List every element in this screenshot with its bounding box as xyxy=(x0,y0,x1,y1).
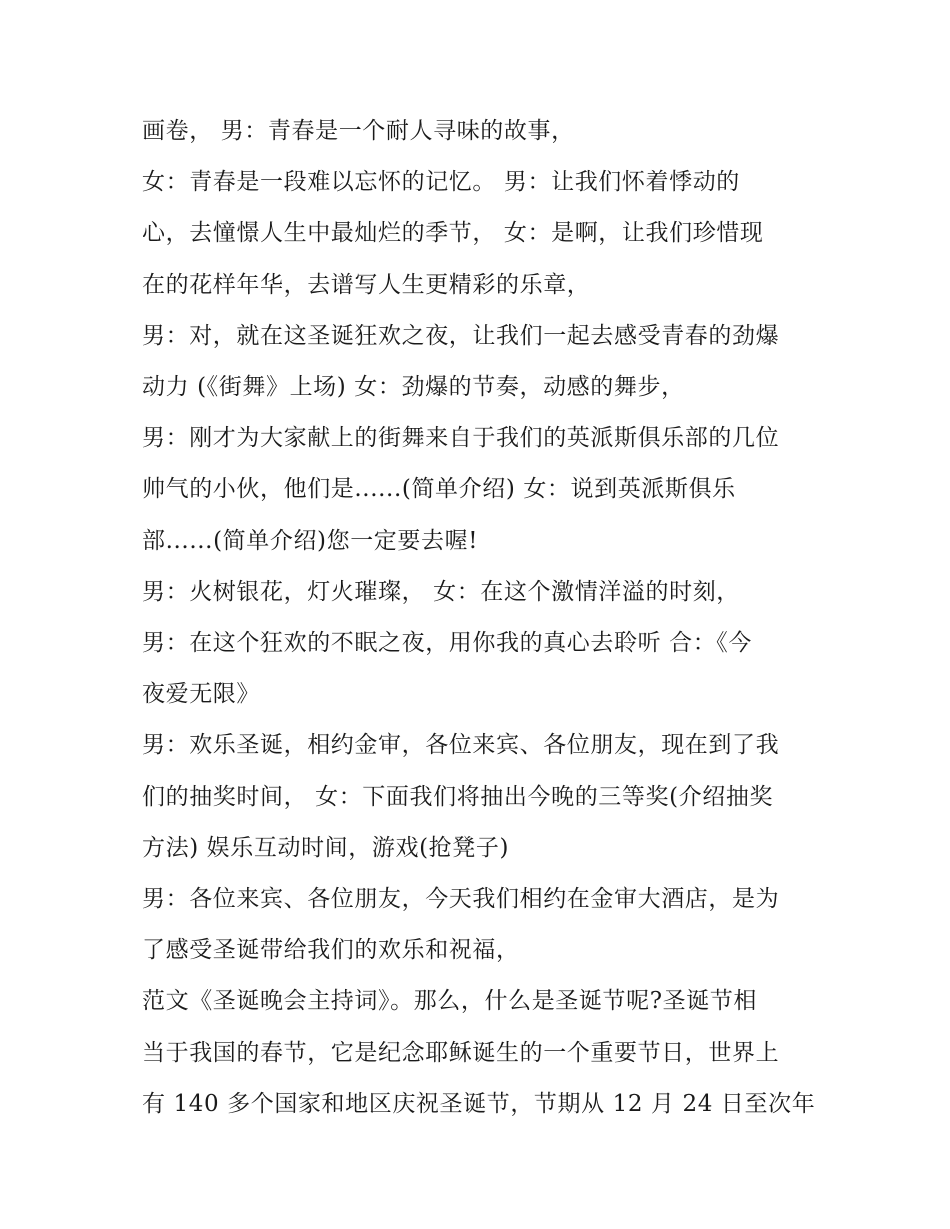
text-line-4: 在的花样年华，去谱写人生更精彩的乐章， xyxy=(142,271,591,298)
text-line-2: 女：青春是一段难以忘怀的记忆。 男：让我们怀着悸动的 xyxy=(142,169,740,196)
text-line-6: 动力 (《街舞》上场) 女：劲爆的节奏，动感的舞步， xyxy=(142,374,685,401)
text-line-13: 男：欢乐圣诞，相约金审，各位来宾、各位朋友，现在到了我 xyxy=(142,732,780,759)
text-line-20: 有 140 多个国家和地区庆祝圣诞节，节期从 12 月 24 日至次年 xyxy=(142,1090,816,1117)
text-line-11: 男：在这个狂欢的不眠之夜，用你我的真心去聆听 合：《今 xyxy=(142,630,753,657)
text-line-3: 心，去憧憬人生中最灿烂的季节， 女：是啊，让我们珍惜现 xyxy=(142,220,764,247)
text-line-9: 部......(简单介绍)您一定要去喔! xyxy=(142,527,479,554)
text-line-16: 男：各位来宾、各位朋友，今天我们相约在金审大酒店，是为 xyxy=(142,886,780,913)
text-line-17: 了感受圣诞带给我们的欢乐和祝福， xyxy=(142,937,520,964)
text-line-1: 画卷， 男：青春是一个耐人寻味的故事， xyxy=(142,118,575,144)
text-line-14: 们的抽奖时间， 女：下面我们将抽出今晚的三等奖(介绍抽奖 xyxy=(142,783,774,810)
text-line-15: 方法) 娱乐互动时间，游戏(抢凳子) xyxy=(142,834,510,861)
document-body xyxy=(142,106,822,1130)
text-line-5: 男：对，就在这圣诞狂欢之夜，让我们一起去感受青春的劲爆 xyxy=(142,322,780,349)
text-line-7: 男：刚才为大家献上的街舞来自于我们的英派斯俱乐部的几位 xyxy=(142,425,780,452)
text-line-18: 范文《圣诞晚会主持词》。那么，什么是圣诞节呢?圣诞节相 xyxy=(142,988,758,1015)
text-line-12: 夜爱无限》 xyxy=(142,681,260,708)
text-line-8: 帅气的小伙，他们是......(简单介绍) 女：说到英派斯俱乐 xyxy=(142,476,736,503)
text-line-10: 男：火树银花，灯火璀璨， 女：在这个激情洋溢的时刻， xyxy=(142,578,740,605)
text-line-19: 当于我国的春节，它是纪念耶稣诞生的一个重要节日，世界上 xyxy=(142,1039,780,1066)
